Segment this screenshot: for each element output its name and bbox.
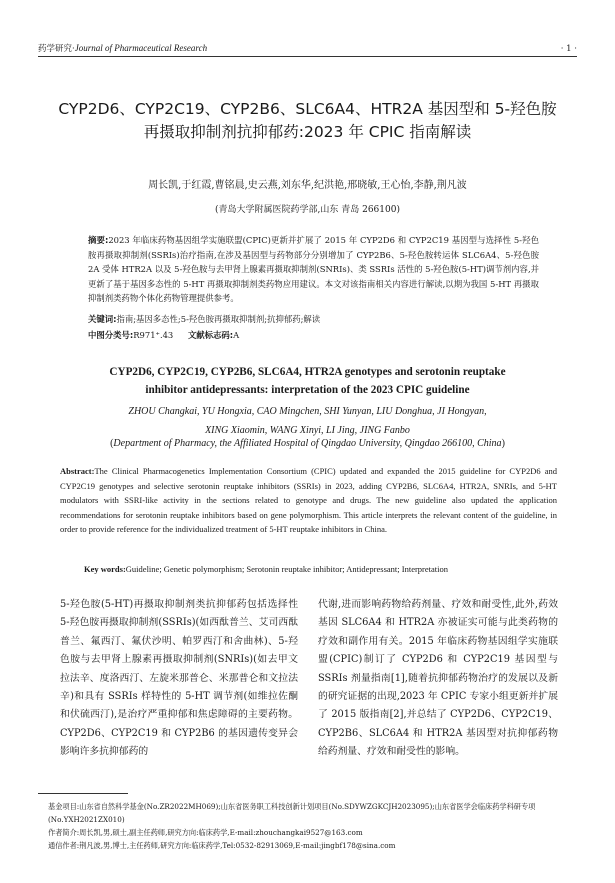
chinese-keywords-text: 指南;基因多态性;5-羟色胺再摄取抑制剂;抗抑郁药;解读 [116,314,321,324]
english-affiliation [40,438,575,449]
english-authors [40,402,575,440]
chinese-abstract-label: 摘要: [88,235,109,245]
author-note: 作者简介:周长凯,男,硕士,副主任药师,研究方向:临床药学,E-mail:zhouchangkai9527@163.com [48,828,363,837]
journal-name-en: Journal of Pharmaceutical Research [74,43,208,53]
chinese-abstract-text: 2023 年临床药物基因组学实施联盟(CPIC)更新并扩展了 2015 年 CYP2D6 和 CYP2C19 基因型与选择性 5-羟色胺再摄取抑制剂(SSRIs)治疗指南,在涉及基因型与药物部分分别增加了 CYP2B6、5-羟色胺转运体 SLC6A4、5-羟色胺 2A 受体 HTR2A 以及 5-羟色胺与去甲肾上腺素再摄取抑制剂(SNRIs)、类 SSRIs 活性的 5-羟色胺(5-HT)调节剂内容,并更新了基于基因多态性的 5-HT 再摄取抑制剂类药物应用建议。本文对该指南相关内容进行解读,以期为我国 5-HT 再摄取抑制剂类药物个体化药物管理提供参考。 [88,235,539,304]
english-authors-line2: XING Xiaomin, WANG Xinyi, LI Jing, JING Fanbo [205,425,410,436]
header-divider [38,56,577,57]
english-title [40,363,575,399]
affil-close-paren: ) [501,438,505,449]
correspondence-note: 通信作者:荆凡波,男,博士,主任药师,研究方向:临床药学,Tel:0532-82913069,E-mail:jingbf178@sina.com [48,841,396,850]
affil-hospital: , the Affiliated Hospital of Qingdao University [214,438,400,449]
english-authors-line1: ZHOU Changkai, YU Hongxia, CAO Mingchen, SHI Yunyan, LIU Donghua, JI Hongyan, [128,406,487,417]
classification-value: R971⁺.43 [133,330,174,340]
english-title-line1: CYP2D6, CYP2C19, CYP2B6, SLC6A4, HTR2A genotypes and serotonin reuptake [109,366,506,378]
chinese-title-line1: CYP2D6、CYP2C19、CYP2B6、SLC6A4、HTR2A 基因型和 5-羟色胺 [58,100,557,118]
running-head [38,38,577,54]
page-number: · 1 · [560,44,577,54]
journal-name-cn: 药学研究· [38,44,75,54]
english-keywords-text: Guideline; Genetic polymorphism; Serotonin reuptake inhibitor; Antidepressant; Interpretation [125,564,449,574]
english-abstract-label: Abstract: [60,466,95,476]
english-abstract [60,464,557,537]
body-column-left: 5-羟色胺(5-HT)再摄取抑制剂类抗抑郁药包括选择性 5-羟色胺再摄取抑制剂(SSRIs)(如西酞普兰、艾司西酞普兰、氟西汀、氟伏沙明、帕罗西汀和舍曲林)、5-羟色胺与去甲肾上腺素再摄取抑制剂(SNRIs)(如去甲文拉法辛、度洛西汀、左旋米那普仑、米那普仑和文拉法辛)和具有 SSRIs 样特性的 5-HT 调节剂(如维拉佐酮和伏硫西汀),是治疗严重抑郁和焦虑障碍的主要药物。CYP2D6、CYP2C19 和 CYP2B6 的基因遗传变异会影响许多抗抑郁药的 [60,599,298,758]
affil-department: Department of Pharmacy [113,438,215,449]
chinese-keywords-label: 关键词: [88,314,117,324]
english-abstract-text: The Clinical Pharmacogenetics Implementation Consortium (CPIC) updated and expanded the 2015 guideline for CYP2D6 and CYP2C19 genotypes and selective serotonin reuptake inhibitors (SSRIs) in 2023, adding CYP2B6, SLC6A4, HTR2A, SNRIs, and 5-HT modulators with SSRI-like activity in the sections related to genotype and drugs. The new guideline also updated the application recommendations for serotonin reuptake inhibitors based on gene polymorphism. This article interprets the relevant content of the guideline, in order to provide reference for the individualized treatment of 5-HT reuptake inhibitors in China. [60,466,557,535]
affil-location: , Qingdao 266100, China [399,438,502,449]
funding-note: 基金项目:山东省自然科学基金(No.ZR2022MH069);山东省医务职工科技创新计划项目(No.SDYWZGKCJH2023095);山东省医学会临床药学科研专项(No.YXH2021ZX010) [48,802,536,824]
footnote-divider [38,793,128,794]
english-keywords [84,564,557,574]
chinese-authors: 周长凯,于红霞,曹铭晨,史云燕,刘东华,纪洪艳,邢晓敏,王心怡,李静,荆凡波 [148,180,467,191]
english-keywords-label: Key words: [84,564,126,574]
journal-name [38,42,207,54]
classification-label: 中图分类号: [88,330,134,340]
document-code-label: 文献标志码: [187,330,234,340]
document-code-value: A [233,330,240,340]
chinese-keywords [88,312,539,326]
chinese-abstract [88,233,539,306]
english-title-line2: inhibitor antidepressants: interpretation of the 2023 CPIC guideline [145,384,470,396]
body-column-right: 代谢,进而影响药物给药剂量、疗效和耐受性,此外,药效基因 SLC6A4 和 HTR2A 亦被证实可能与此类药物的疗效和副作用有关。2015 年临床药物基因组学实施联盟(CPIC)制订了 CYP2D6 和 CYP2C19 基因型与 SSRIs 剂量指南[1],随着抗抑郁药物治疗的发展以及新的研究证据的出现,2023 年 CPIC 专家小组更新并扩展了 2015 版指南[2],并总结了 CYP2D6、CYP2C19、CYP2B6、SLC6A4 和 HTR2A 基因型对抗抑郁药物给药剂量、疗效和耐受性的影响。 [318,599,558,758]
chinese-title [40,98,575,144]
affil-open-paren: ( [110,438,114,449]
footnotes [48,800,575,852]
chinese-title-line2: 再摄取抑制剂抗抑郁药:2023 年 CPIC 指南解读 [143,123,472,141]
classification-line [88,328,539,342]
chinese-affiliation: (青岛大学附属医院药学部,山东 青岛 266100) [215,205,400,215]
